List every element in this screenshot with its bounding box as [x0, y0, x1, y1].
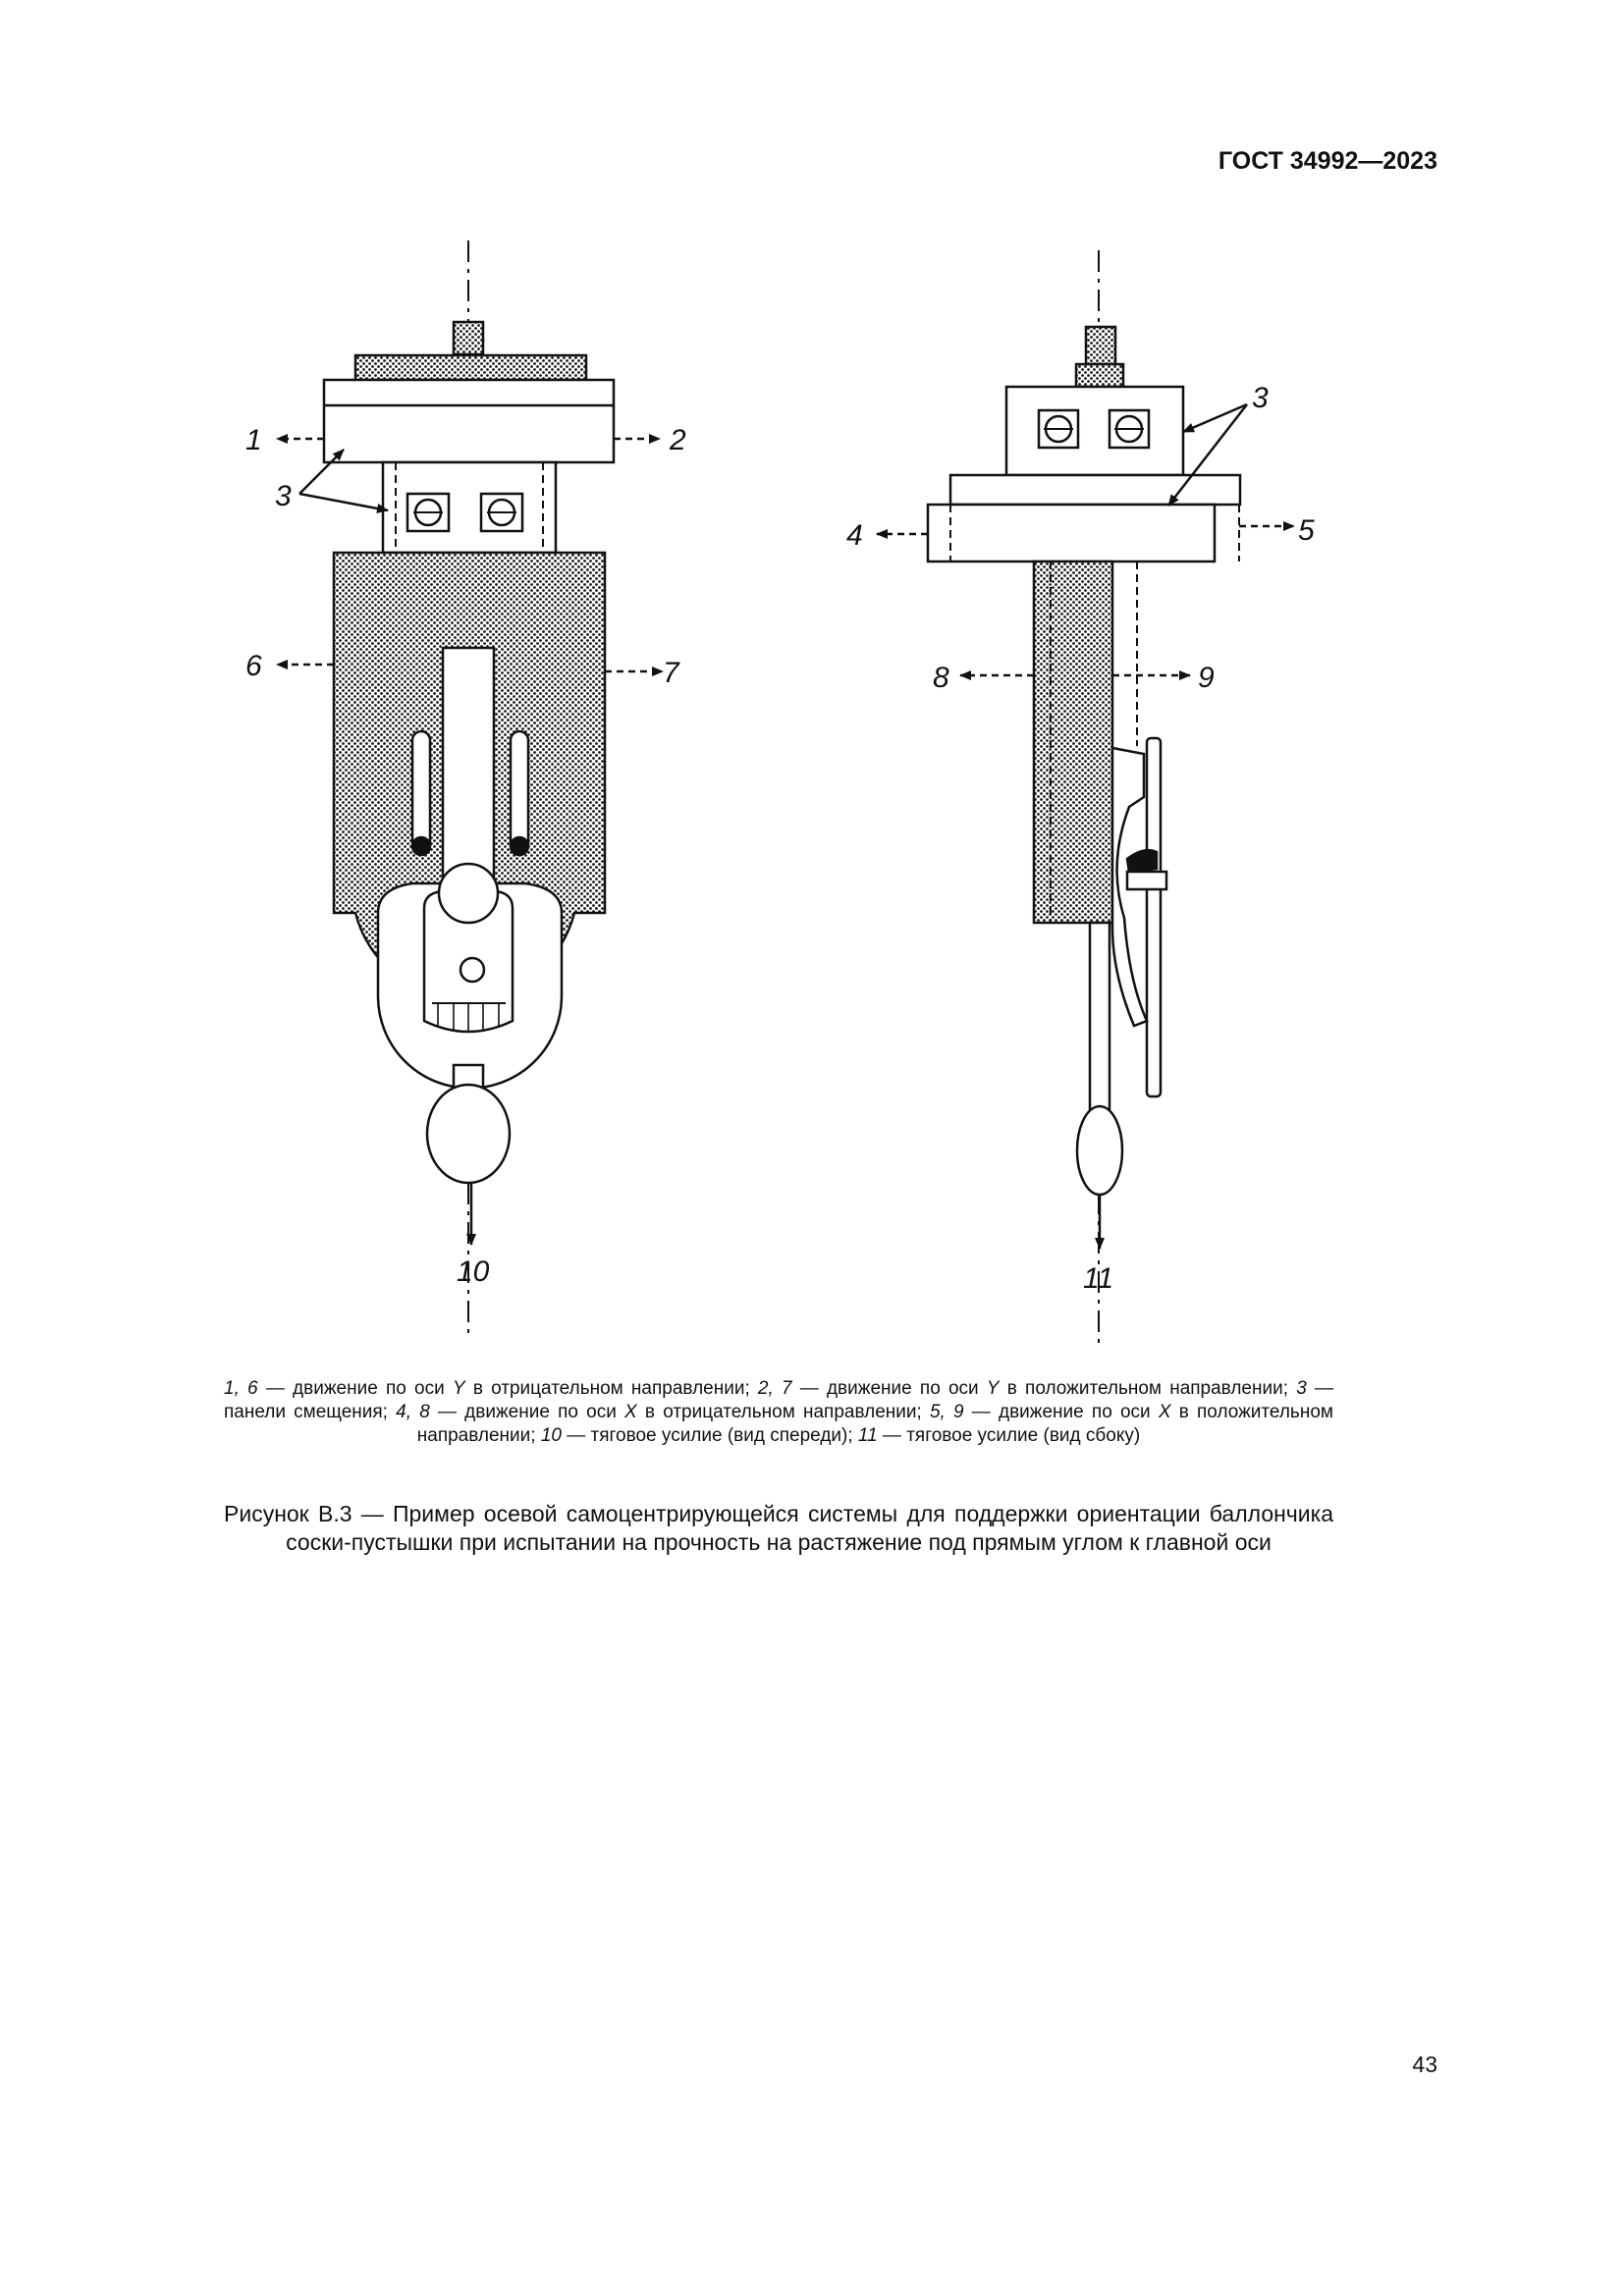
figure-legend: 1, 6 — движение по оси Y в отрицательном направлении; 2, 7 — движение по оси Y в положительном направлении; 3 — панели смещения; 4, 8 — движение по оси X в отрицательном направлении; 5, 9 — движение по оси X в положительном направлении; 10 — тяговое усилие (вид спереди); 11 — тяговое усилие (вид сбоку): [224, 1378, 1333, 1446]
document-header: ГОСТ 34992—2023: [1218, 147, 1437, 175]
figure-label-1: 1: [245, 424, 262, 456]
figure-label-9: 9: [1198, 662, 1215, 694]
side-view: [877, 250, 1294, 1345]
figure-label-3-side: 3: [1252, 382, 1269, 414]
figure-label-11: 11: [1083, 1262, 1114, 1295]
figure-label-5: 5: [1298, 514, 1315, 547]
figure-label-7: 7: [663, 657, 679, 689]
figure-label-8: 8: [933, 662, 949, 694]
figure-label-6: 6: [245, 650, 262, 682]
figure-label-2: 2: [670, 424, 686, 456]
figure-label-10: 10: [457, 1255, 490, 1288]
front-view: [277, 240, 663, 1335]
figure-caption: Рисунок В.3 — Пример осевой самоцентрирующейся системы для поддержки ориентации баллончика соски-пустышки при испытании на прочность на растяжение под прямым углом к главной оси: [224, 1501, 1333, 1555]
figure-label-4: 4: [846, 519, 863, 552]
page-number: 43: [1412, 2052, 1437, 2077]
figure-label-3-front: 3: [275, 480, 292, 512]
